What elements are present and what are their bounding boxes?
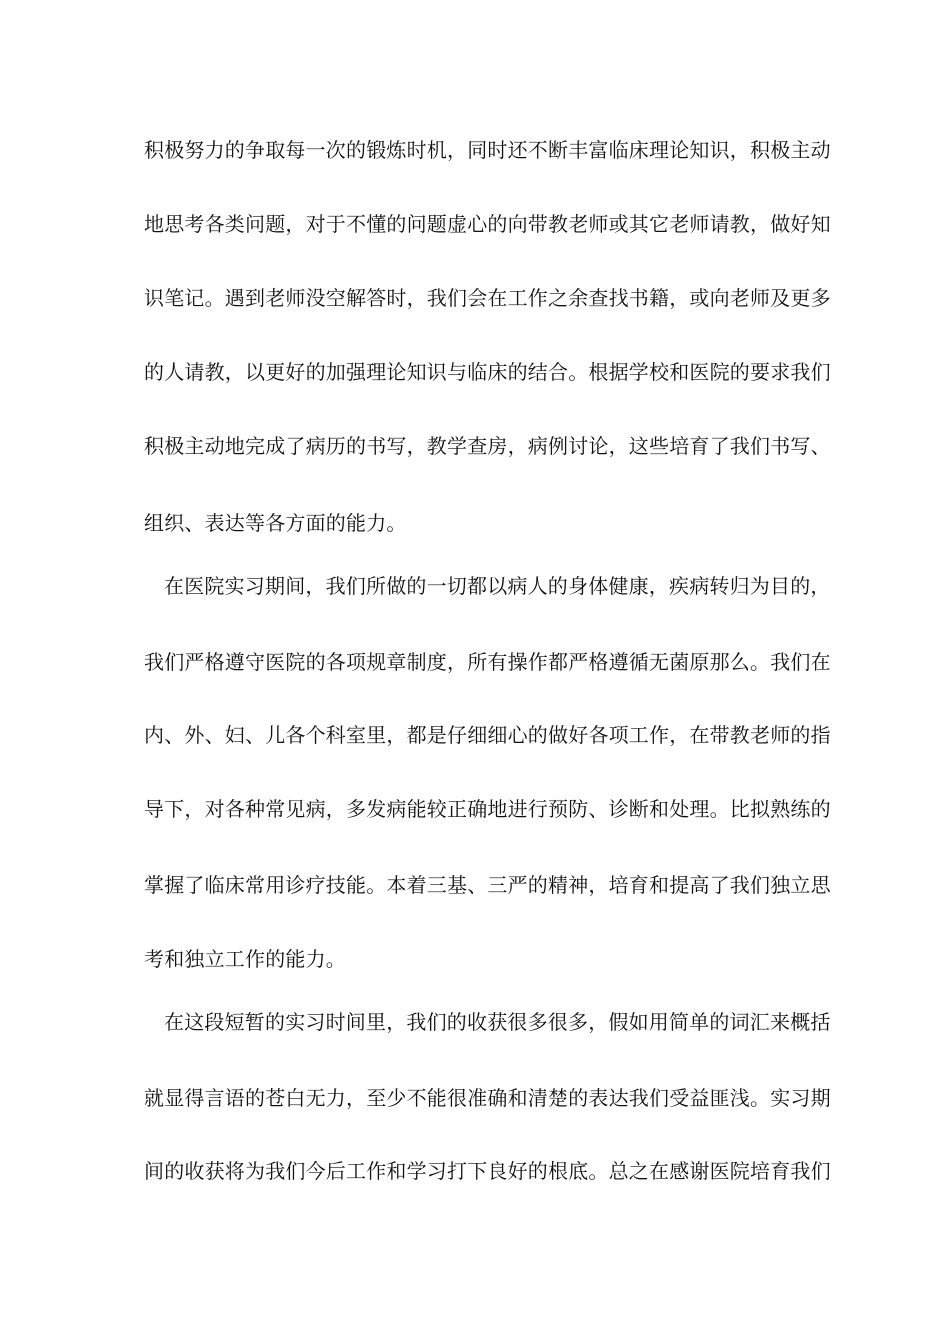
text-line: 组织、表达等各方面的能力。	[144, 511, 407, 535]
text-line: 积极主动地完成了病历的书写，教学查房，病例讨论，这些培育了我们书写、	[144, 434, 831, 458]
text-line: 就显得言语的苍白无力，至少不能很准确和清楚的表达我们受益匪浅。实习期	[144, 1086, 831, 1110]
text-line: 识笔记。遇到老师没空解答时，我们会在工作之余查找书籍，或向老师及更多	[144, 286, 831, 310]
text-line: 掌握了临床常用诊疗技能。本着三基、三严的精神，培育和提高了我们独立思	[144, 873, 831, 897]
text-line: 的人请教，以更好的加强理论知识与临床的结合。根据学校和医院的要求我们	[144, 360, 831, 384]
paragraph-first-line: 在这段短暂的实习时间里，我们的收获很多很多，假如用简单的词汇来概括	[164, 1010, 831, 1034]
text-line: 地思考各类问题，对于不懂的问题虚心的向带教老师或其它老师请教，做好知	[144, 212, 831, 236]
text-line: 积极努力的争取每一次的锻炼时机，同时还不断丰富临床理论知识，积极主动	[144, 138, 831, 162]
text-line: 考和独立工作的能力。	[144, 947, 346, 971]
text-line: 导下，对各种常见病，多发病能较正确地进行预防、诊断和处理。比拟熟练的	[144, 797, 831, 821]
text-line: 间的收获将为我们今后工作和学习打下良好的根底。总之在感谢医院培育我们	[144, 1159, 831, 1183]
text-line: 我们严格遵守医院的各项规章制度，所有操作都严格遵循无菌原那么。我们在	[144, 650, 831, 674]
text-line: 内、外、妇、儿各个科室里，都是仔细细心的做好各项工作，在带教老师的指	[144, 723, 831, 747]
paragraph-first-line: 在医院实习期间，我们所做的一切都以病人的身体健康，疾病转归为目的，	[164, 574, 831, 598]
